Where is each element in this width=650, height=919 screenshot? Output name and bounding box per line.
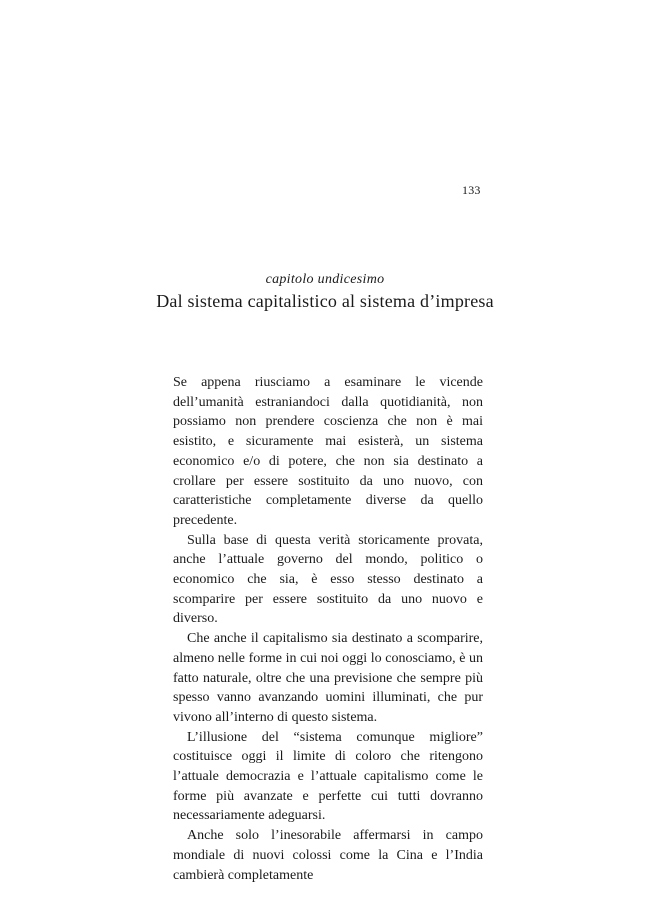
paragraph: Sulla base di questa verità storicamente provata, anche l’attuale governo del mondo, politico o economico che sia, è esso stesso destinato a scomparire per essere sostituito da uno nuovo e diverso.	[173, 532, 483, 627]
paragraph: Se appena riusciamo a esaminare le vicende dell’umanità estraniandoci dalla quotidianità, non possiamo non prendere coscienza che non è mai esistito, e sicuramente mai esisterà, un sistema economico e/o di potere, che non sia destinato a crollare per essere sostituito da uno nuovo, con caratteristiche completamente diverse da quello precedente.	[173, 375, 483, 528]
chapter-label: capitolo undicesimo	[265, 272, 385, 287]
paragraph: Che anche il capitalismo sia destinato a scomparire, almeno nelle forme in cui noi oggi lo conosciamo, è un fatto naturale, oltre che una previsione che sempre più spesso vanno avanzando uomini illuminati, che pur vivono all’interno di questo sistema.	[173, 631, 483, 725]
page-number: 133	[462, 183, 481, 197]
body-text	[173, 373, 483, 885]
chapter-title: Dal sistema capitalistico al sistema d’impresa	[156, 291, 494, 311]
paragraph: Anche solo l’inesorabile affermarsi in campo mondiale di nuovi colossi come la Cina e l’India cambierà completamente	[173, 828, 483, 883]
paragraph: L’illusione del “sistema comunque migliore” costituisce oggi il limite di coloro che ritengono l’attuale democrazia e l’attuale capitalismo come le forme più avanzate e perfette cui tutti dovranno necessariamente adeguarsi.	[173, 729, 483, 824]
